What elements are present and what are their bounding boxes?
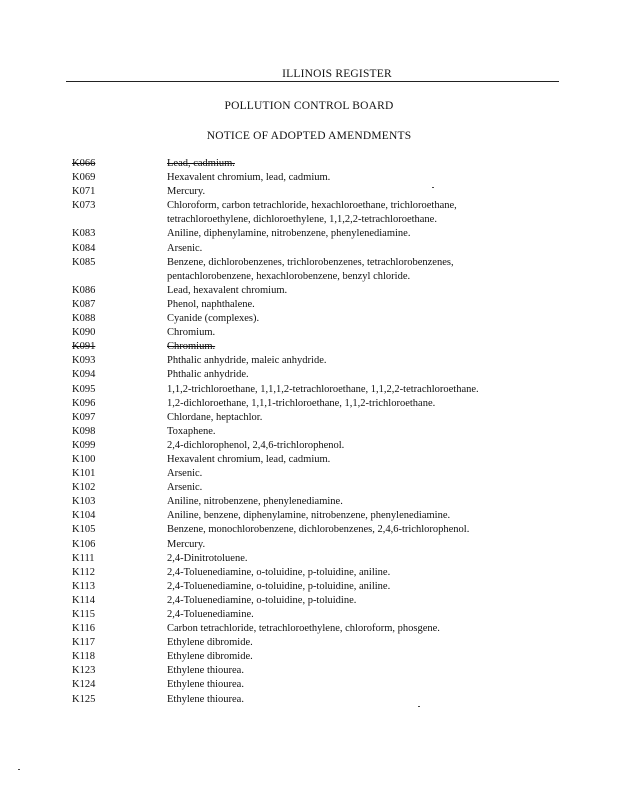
table-row [72, 256, 542, 284]
waste-code: K113 [72, 580, 95, 592]
table-row [72, 157, 542, 171]
waste-code: K094 [72, 369, 96, 381]
hazardous-constituents: 2,4-Toluenediamine, o-toluidine, p-toluidine, aniline. [167, 580, 391, 592]
hazardous-constituents: 2,4-Toluenediamine, o-toluidine, p-toluidine, aniline. [167, 566, 391, 578]
board-title: POLLUTION CONTROL BOARD [224, 100, 394, 112]
table-row [72, 340, 542, 354]
waste-code: K071 [72, 186, 96, 198]
waste-code: K124 [72, 679, 96, 691]
hazardous-constituents: Aniline, nitrobenzene, phenylenediamine. [167, 496, 343, 508]
register-title: ILLINOIS REGISTER [0, 68, 618, 80]
hazardous-constituents: Toxaphene. [167, 425, 216, 437]
waste-code: K087 [72, 298, 96, 310]
waste-code: K090 [72, 327, 96, 339]
table-row [72, 467, 542, 481]
waste-code: K093 [72, 355, 96, 367]
hazardous-constituents: 2,4-Toluenediamine, o-toluidine, p-toluidine. [167, 594, 357, 606]
hazardous-constituents: Lead, hexavalent chromium. [167, 284, 288, 296]
waste-code: K123 [72, 665, 96, 677]
hazardous-constituents: Carbon tetrachloride, tetrachloroethylene, chloroform, phosgene. [167, 623, 440, 635]
table-row [72, 664, 542, 678]
table-row [72, 242, 542, 256]
table-row [72, 453, 542, 467]
hazardous-constituents: 1,1,2-trichloroethane, 1,1,1,2-tetrachloroethane, 1,1,2,2-tetrachloroethane. [167, 383, 479, 395]
waste-code: K084 [72, 242, 96, 254]
hazardous-constituents: 2,4-Toluenediamine. [167, 609, 254, 620]
table-row [72, 608, 542, 622]
table-row [72, 636, 542, 650]
waste-code: K100 [72, 453, 96, 465]
hazardous-constituents: 2,4-Dinitrotoluene. [167, 552, 248, 564]
hazardous-constituents: Phthalic anhydride, maleic anhydride. [167, 355, 327, 367]
hazardous-constituents: Ethylene dibromide. [167, 637, 253, 649]
table-row [72, 580, 542, 594]
waste-code: K104 [72, 510, 96, 522]
waste-code: K086 [72, 284, 96, 296]
waste-code-table [72, 157, 542, 707]
hazardous-constituents: Aniline, benzene, diphenylamine, nitrobenzene, phenylenediamine. [167, 510, 451, 522]
table-row [72, 227, 542, 241]
waste-code: K114 [72, 594, 95, 606]
waste-code: K118 [72, 651, 95, 663]
scan-speck [418, 706, 420, 707]
table-row [72, 523, 542, 537]
waste-code: K116 [72, 623, 95, 635]
hazardous-constituents: Ethylene thiourea. [167, 679, 244, 691]
table-row [72, 383, 542, 397]
notice-title: NOTICE OF ADOPTED AMENDMENTS [206, 130, 412, 142]
hazardous-constituents: Cyanide (complexes). [167, 313, 260, 325]
table-row [72, 368, 542, 382]
hazardous-constituents: Arsenic. [167, 242, 203, 254]
table-row [72, 284, 542, 298]
hazardous-constituents: Chromium. [167, 341, 216, 353]
table-row [72, 552, 542, 566]
table-row [72, 298, 542, 312]
scan-speck [18, 769, 20, 770]
table-row [72, 622, 542, 636]
waste-code: K111 [72, 552, 95, 564]
hazardous-constituents: Mercury. [167, 186, 206, 198]
waste-code: K095 [72, 383, 96, 395]
table-row [72, 397, 542, 411]
table-row [72, 678, 542, 692]
table-row [72, 566, 542, 580]
hazardous-constituents: Ethylene thiourea. [167, 665, 244, 677]
waste-code: K103 [72, 496, 96, 508]
hazardous-constituents: Ethylene dibromide. [167, 651, 253, 663]
table-row [72, 326, 542, 340]
hazardous-constituents: 1,2-dichloroethane, 1,1,1-trichloroethane, 1,1,2-trichloroethane. [167, 397, 436, 409]
hazardous-constituents: Chloroform, carbon tetrachloride, hexachloroethane, trichloroethane, tetrachloroethylene, dichloroethylene, 1,1,2,2-tetrachloroethane. [167, 200, 457, 226]
hazardous-constituents: Chromium. [167, 327, 216, 339]
table-row [72, 185, 542, 199]
waste-code: K101 [72, 468, 96, 480]
hazardous-constituents: Hexavalent chromium, lead, cadmium. [167, 453, 331, 465]
waste-code: K083 [72, 228, 96, 240]
table-row [72, 650, 542, 664]
hazardous-constituents: Ethylene thiourea. [167, 693, 244, 705]
waste-code: K106 [72, 538, 96, 550]
table-row [72, 171, 542, 185]
hazardous-constituents: Chlordane, heptachlor. [167, 411, 263, 423]
waste-code: K088 [72, 313, 96, 325]
table-row [72, 199, 542, 227]
waste-code: K073 [72, 200, 96, 212]
table-row [72, 594, 542, 608]
waste-code: K105 [72, 524, 96, 536]
header-rule [66, 81, 559, 82]
waste-code: K096 [72, 397, 96, 409]
hazardous-constituents: 2,4-dichlorophenol, 2,4,6-trichlorophenol. [167, 439, 345, 451]
waste-code: K091 [72, 341, 96, 353]
waste-code: K097 [72, 411, 96, 423]
table-row [72, 495, 542, 509]
hazardous-constituents: Phenol, naphthalene. [167, 298, 255, 310]
table-row [72, 538, 542, 552]
table-row [72, 425, 542, 439]
table-row [72, 693, 542, 707]
waste-code: K099 [72, 439, 96, 451]
table-row [72, 354, 542, 368]
waste-code: K102 [72, 482, 96, 494]
waste-code: K085 [72, 256, 96, 268]
hazardous-constituents: Aniline, diphenylamine, nitrobenzene, phenylenediamine. [167, 228, 411, 240]
waste-code: K115 [72, 609, 95, 620]
table-row [72, 509, 542, 523]
waste-code: K117 [72, 637, 95, 649]
table-row [72, 411, 542, 425]
hazardous-constituents: Arsenic. [167, 482, 203, 494]
hazardous-constituents: Arsenic. [167, 468, 203, 480]
hazardous-constituents: Phthalic anhydride. [167, 369, 249, 381]
hazardous-constituents: Lead, cadmium. [167, 158, 235, 169]
table-row [72, 312, 542, 326]
hazardous-constituents: Benzene, monochlorobenzene, dichlorobenzenes, 2,4,6-trichlorophenol. [167, 524, 470, 536]
table-row [72, 481, 542, 495]
hazardous-constituents: Benzene, dichlorobenzenes, trichlorobenzenes, tetrachlorobenzenes, pentachlorobenzene, hexachlorobenzene, benzyl chloride. [167, 256, 454, 282]
waste-code: K098 [72, 425, 96, 437]
waste-code: K066 [72, 158, 96, 169]
hazardous-constituents: Hexavalent chromium, lead, cadmium. [167, 172, 331, 184]
waste-code: K125 [72, 693, 96, 705]
waste-code: K069 [72, 172, 96, 184]
waste-code: K112 [72, 566, 95, 578]
table-row [72, 439, 542, 453]
scan-speck [432, 187, 434, 188]
hazardous-constituents: Mercury. [167, 538, 206, 550]
